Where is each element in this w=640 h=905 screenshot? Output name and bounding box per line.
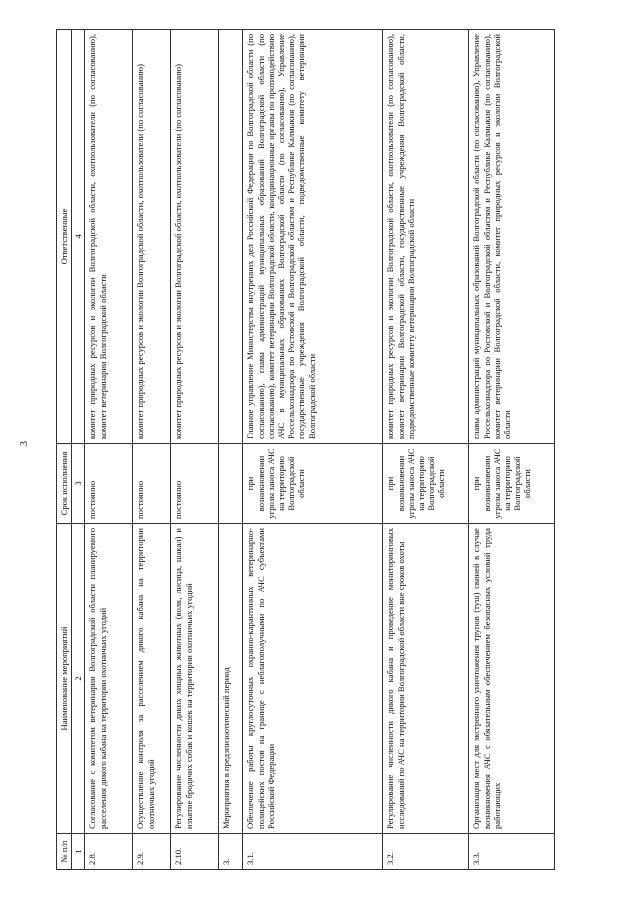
- row-name: Регулирование численности диких хищных животных (волк, лисица, шакал) и изъятие бродячих собак и кошек на территории охотничьих угодий: [171, 524, 219, 834]
- row-name: Согласование с комитетом ветеринарии Волгоградской области планируемого расселения дикого кабана на территории охотничьих угодий: [85, 524, 133, 834]
- page-number: 3: [19, 441, 30, 446]
- row-name: Регулирование численности дикого кабана и проведение мониторинговых исследований по АЧС на территории Волгоградской области вне сроков охоты: [383, 524, 469, 834]
- column-number: 1: [72, 834, 85, 870]
- section-title: Мероприятия в предэпизоотический период: [219, 524, 243, 834]
- row-term: постоянно: [85, 444, 133, 524]
- row-term: [219, 444, 243, 524]
- header-responsible: Ответственные: [57, 30, 72, 444]
- table-row: [85, 30, 133, 870]
- row-number: 2.10.: [171, 834, 219, 870]
- row-number: 3.2.: [383, 834, 469, 870]
- row-responsible: комитет природных ресурсов и экологии Волгоградской области, охотпользователи (по согласованию), комитет ветеринарии Волгоградской области, государственные учреждения Волгоградской области, подведомственные комитету ветеринарии Волгоградской области: [383, 30, 469, 444]
- row-term: постоянно: [133, 444, 171, 524]
- rotated-sheet: [56, 30, 596, 870]
- row-responsible: комитет природных ресурсов и экологии Волгоградской области, охотпользователи (по согласованию): [133, 30, 171, 444]
- row-responsible: комитет природных ресурсов и экологии Волгоградской области, охотпользователи (по согласованию), комитет ветеринарии Волгоградской области: [85, 30, 133, 444]
- row-responsible: [219, 30, 243, 444]
- row-term: постоянно: [171, 444, 219, 524]
- row-responsible: Главное управление Министерства внутренних дел Российской Федерации по Волгоградской области (по согласованию), главы администраций муниципальных образований Волгоградской области (по согласованию), комитет ветеринарии Волгоградской области, координационные органы по противодействию АЧС в муниципальных образованиях Волгоградской области (по согласованию), Управление Россельхознадзора по Ростовской и Волгоградской областям и Республике Калмыкия (по согласованию), государственные учреждения Волгоградской области, подведомственные комитету ветеринарии Волгоградской области: [243, 30, 383, 444]
- row-responsible: главы администраций муниципальных образований Волгоградской области (по согласованию), Управление Россельхознадзора по Ростовской и Волгоградской областям и Республике Калмыкия (по согласованию), комитет ветеринарии Волгоградской области, комитет природных ресурсов и экологии Волгоградской области: [469, 30, 555, 444]
- header-number: № п/п: [57, 834, 72, 870]
- row-number: 2.8.: [85, 834, 133, 870]
- row-number: 3.3.: [469, 834, 555, 870]
- table-row: [133, 30, 171, 870]
- column-number: 2: [72, 524, 85, 834]
- row-name: Организация мест для экстренного уничтожения трупов (туш) свиней в случае возникновения АЧС с обязательным обеспечением безопасных условий труда работающих: [469, 524, 555, 834]
- header-term: Срок исполнения: [57, 444, 72, 524]
- table-section-row: [219, 30, 243, 870]
- table-row: [469, 30, 555, 870]
- row-responsible: комитет природных ресурсов и экологии Волгоградской области, охотпользователи (по согласованию): [171, 30, 219, 444]
- row-term: при возникновении угрозы заноса АЧС на территорию Волгоградской области: [243, 444, 383, 524]
- table-row: [243, 30, 383, 870]
- row-number: 3.1.: [243, 834, 383, 870]
- row-term: при возникновении угрозы заноса АЧС на территорию Волгоградской области: [383, 444, 469, 524]
- column-number: 3: [72, 444, 85, 524]
- row-number: 2.9.: [133, 834, 171, 870]
- table-row: [171, 30, 219, 870]
- row-number: 3.: [219, 834, 243, 870]
- column-number-row: [72, 30, 85, 870]
- header-name: Наименование мероприятий: [57, 524, 72, 834]
- row-name: Осуществление контроля за расселением дикого кабана на территории охотничьих угодий: [133, 524, 171, 834]
- table-header-row: [57, 30, 72, 870]
- row-name: Обеспечение работы круглосуточных охранно-карантинных ветеринарно-полицейских постов на границе с неблагополучными по АЧС субъектами Российской Федерации: [243, 524, 383, 834]
- measures-table: [56, 29, 555, 870]
- table-row: [383, 30, 469, 870]
- column-number: 4: [72, 30, 85, 444]
- row-term: при возникновении угрозы заноса АЧС на территорию Волгоградской области: [469, 444, 555, 524]
